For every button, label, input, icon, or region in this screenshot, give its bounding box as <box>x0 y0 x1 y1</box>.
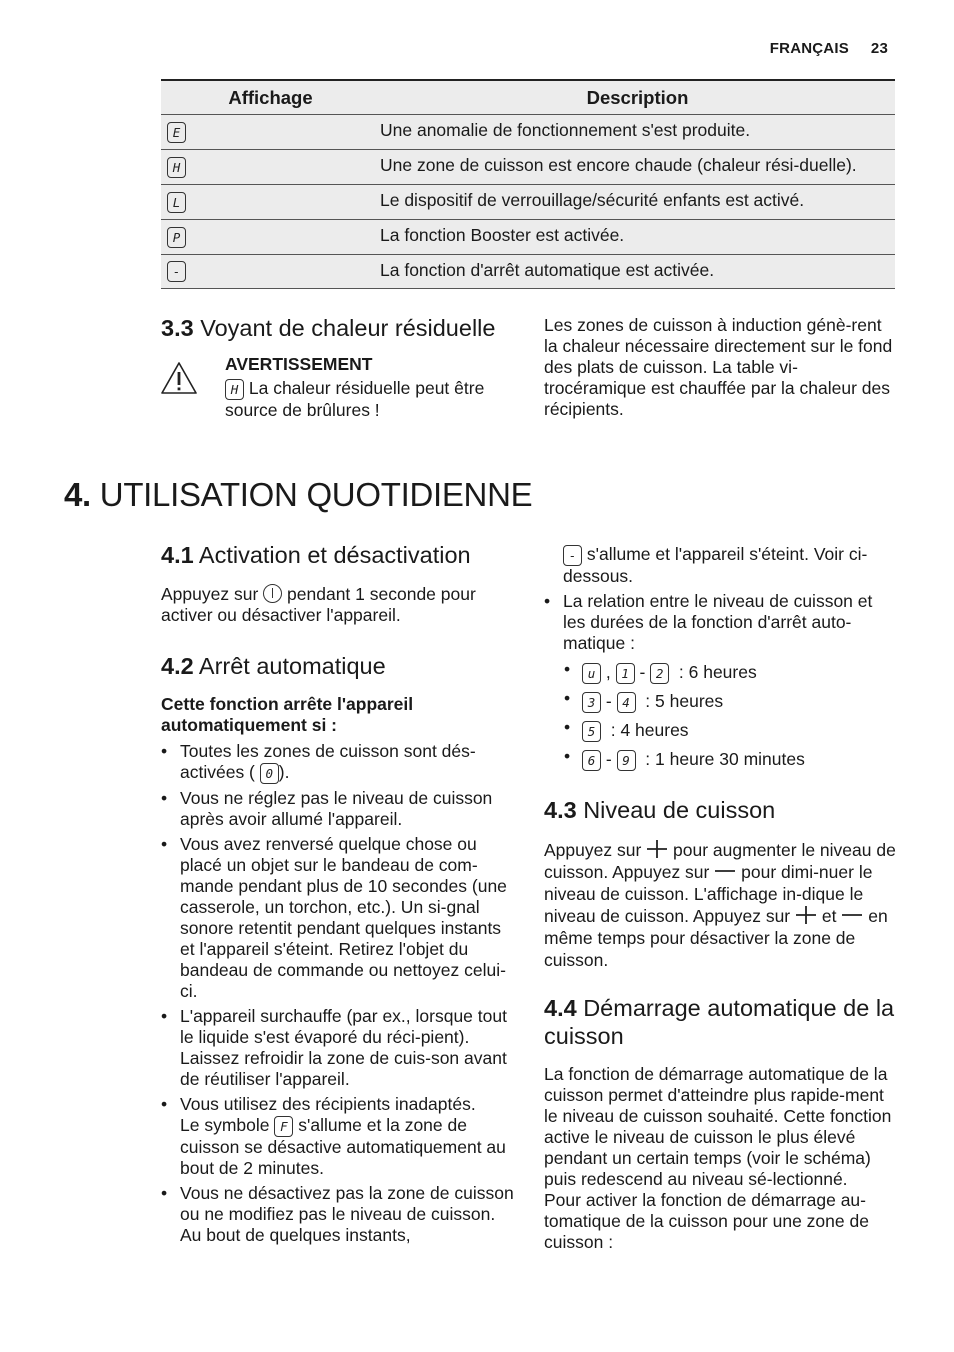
chapter-title: UTILISATION QUOTIDIENNE <box>99 476 533 513</box>
section-number: 3.3 <box>161 315 194 341</box>
list-item: • La relation entre le niveau de cuisson et les durées de la fonction d'arrêt auto-matique : <box>544 591 896 654</box>
section-4-3-heading <box>544 796 896 824</box>
display-symbol: F <box>274 1116 293 1137</box>
text: : 5 heures <box>645 690 724 711</box>
display-symbol: 9 <box>617 750 636 771</box>
display-symbol: - <box>167 261 186 282</box>
table-row <box>161 254 895 289</box>
section-title: Arrêt automatique <box>198 653 386 679</box>
list-item: • Vous ne réglez pas le niveau de cuisson après avoir allumé l'appareil. <box>161 788 516 830</box>
list-item <box>161 1094 516 1179</box>
plus-icon <box>646 839 668 859</box>
section-title: Voyant de chaleur résiduelle <box>200 315 496 341</box>
text: Appuyez sur <box>544 839 642 860</box>
text: : 1 heure 30 minutes <box>645 748 805 769</box>
warning-title: AVERTISSEMENT <box>225 354 373 374</box>
induction-paragraph: Les zones de cuisson à induction génè-rent la chaleur nécessaire directement sur le fond des plats de cuisson. La table vi-trocéramique est chauffée par la chaleur des récipients. <box>544 315 893 419</box>
display-symbol: 2 <box>650 663 669 684</box>
table-row <box>161 149 895 184</box>
text: Appuyez sur <box>161 584 259 604</box>
auto-off-intro: Cette fonction arrête l'appareil automatiquement si : <box>161 694 414 735</box>
display-table <box>161 79 895 289</box>
display-symbol: u <box>582 663 601 684</box>
display-symbol: 5 <box>582 721 601 742</box>
text: pour dimi-nuer le niveau de cuisson. L'affichage in-dique le niveau de cuisson. Appuyez sur <box>544 861 873 926</box>
text: Toutes les zones de cuisson sont dés-activées ( <box>180 741 476 782</box>
section-title: Démarrage automatique de la cuisson <box>544 994 895 1049</box>
table-row <box>161 219 895 254</box>
display-symbol: L <box>167 192 186 213</box>
text: ). <box>278 762 290 782</box>
minus-icon <box>714 861 736 881</box>
row-description: La fonction d'arrêt automatique est activée. <box>380 254 895 289</box>
display-symbol: H <box>167 157 186 178</box>
row-description: Une zone de cuisson est encore chaude (chaleur rési-duelle). <box>380 149 895 184</box>
text: s'allume et l'appareil s'éteint. Voir ci-dessous. <box>563 544 868 586</box>
display-symbol: 1 <box>616 663 635 684</box>
language-label: FRANÇAIS <box>769 40 849 57</box>
section-3-3-heading <box>161 314 495 342</box>
section-title: Niveau de cuisson <box>583 796 776 823</box>
text: : 4 heures <box>610 719 689 740</box>
duration-list <box>563 658 896 774</box>
list-item <box>161 741 516 784</box>
right-column <box>544 544 896 1253</box>
section-title: Activation et désactivation <box>198 542 471 568</box>
list-item: • L'appareil surchauffe (par ex., lorsque tout le liquide s'est évaporé du réci-pient). Laissez refroidir la zone de cuis-son avant de réutiliser l'appareil. <box>161 1006 516 1090</box>
section-4-2-heading <box>161 652 516 680</box>
display-symbol: P <box>167 227 186 248</box>
display-symbol: - <box>563 545 582 566</box>
list-item <box>563 716 896 745</box>
auto-start-paragraph-2: Pour activer la fonction de démarrage au-tomatique de la cuisson pour une zone de cuisson : <box>544 1189 869 1252</box>
auto-off-list <box>161 741 516 1246</box>
display-symbol: H <box>225 379 244 400</box>
text: pendant 1 seconde pour activer ou désactiver l'appareil. <box>161 584 476 625</box>
auto-start-paragraph: La fonction de démarrage automatique de la cuisson permet d'atteindre plus rapide-ment le niveau de cuisson souhaité. Cette fonction active le niveau de cuisson le plus élevé pendant un certain temps (voir le schéma) puis redescend au niveau sé-lectionné. <box>544 1063 892 1189</box>
table-header-row <box>161 80 895 115</box>
display-symbol: 3 <box>582 692 601 713</box>
text: pour augmenter le niveau de cuisson. Appuyez sur <box>544 839 896 882</box>
activation-paragraph <box>161 584 516 626</box>
duration-intro-list <box>544 591 896 654</box>
section-number: 4.1 <box>161 542 194 568</box>
section-4-1-heading <box>161 541 516 569</box>
warning-text <box>225 378 515 421</box>
column-header-description: Description <box>380 80 895 115</box>
display-symbol: E <box>167 122 186 143</box>
list-item: • 6 - 9 : 1 heure 30 minutes <box>563 745 896 774</box>
power-icon <box>263 584 282 603</box>
table-row <box>161 184 895 219</box>
table-row <box>161 115 895 150</box>
text: s'allume et la zone de cuisson se désactive automatiquement au bout de 2 minutes. <box>180 1114 506 1178</box>
section-4-4-heading <box>544 994 896 1050</box>
list-item: • Vous avez renversé quelque chose ou placé un objet sur le bandeau de com-mande pendant plus de 10 secondes (une casserole, un torchon, etc.). Un si-gnal sonore retentit pendant quelques instants et l'appareil s'éteint. Retirez l'objet du bandeau de commande ou nettoyez celui-ci. <box>161 834 516 1002</box>
chapter-4-title <box>64 476 533 513</box>
text: en même temps pour désactiver la zone de cuisson. <box>544 905 888 970</box>
display-symbol: 0 <box>260 763 279 784</box>
section-number: 4.2 <box>161 653 194 679</box>
text: et <box>821 905 837 926</box>
section-number: 4.4 <box>544 994 577 1021</box>
list-item: • u , 1 - 2 : 6 heures <box>563 658 896 687</box>
chapter-number: 4. <box>64 476 91 513</box>
warning-block <box>225 354 515 421</box>
row-description: Le dispositif de verrouillage/sécurité enfants est activé. <box>380 184 895 219</box>
row-description: Une anomalie de fonctionnement s'est produite. <box>380 115 895 150</box>
left-column <box>161 541 516 1250</box>
warning-triangle-icon <box>160 361 198 395</box>
display-symbol: 4 <box>617 692 636 713</box>
list-item-continuation <box>544 544 896 587</box>
cooking-level-paragraph <box>544 839 896 971</box>
text: : 6 heures <box>678 661 757 682</box>
text: Le symbole <box>180 1114 270 1135</box>
text: Vous utilisez des récipients inadaptés. <box>180 1093 476 1114</box>
list-item: • Vous ne désactivez pas la zone de cuisson ou ne modifiez pas le niveau de cuisson. Au bout de quelques instants, <box>161 1183 516 1246</box>
minus-icon <box>841 905 863 925</box>
column-header-affichage: Affichage <box>161 80 380 115</box>
section-number: 4.3 <box>544 796 577 823</box>
page-number: 23 <box>870 40 888 57</box>
plus-icon <box>795 905 817 925</box>
row-description: La fonction Booster est activée. <box>380 219 895 254</box>
warning-message: La chaleur résiduelle peut être source de brûlures ! <box>225 378 485 420</box>
display-symbol: 6 <box>582 750 601 771</box>
list-item: • 3 - 4 : 5 heures <box>563 687 896 716</box>
page-header <box>770 38 888 59</box>
